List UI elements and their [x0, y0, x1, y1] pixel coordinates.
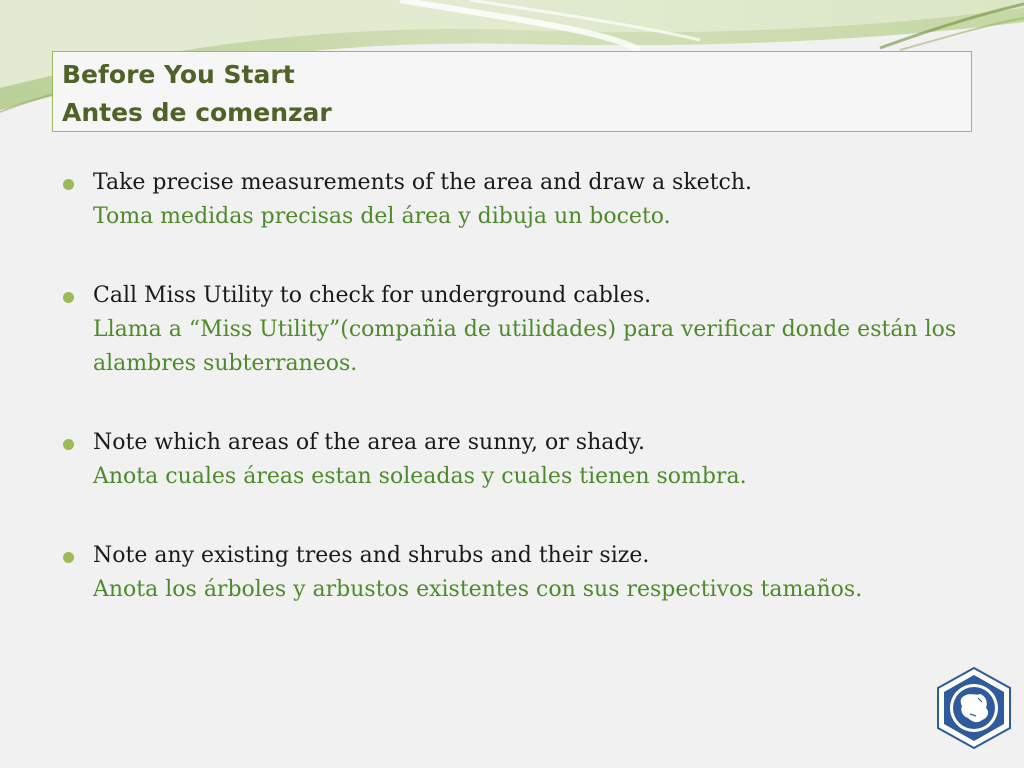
- bullet-text-spanish: Anota cuales áreas estan soleadas y cuales tienen sombra.: [93, 464, 747, 489]
- bullet-text-spanish: Llama a “Miss Utility”(compañia de utilidades) para verificar donde están los alambres subterraneos.: [93, 317, 957, 376]
- bullet-item: [60, 166, 960, 234]
- hexagon-seal-logo-icon: [934, 666, 1014, 750]
- bullet-dot-icon: [63, 292, 74, 303]
- bullet-list: [60, 166, 960, 607]
- slide-title-english: Before You Start: [62, 60, 295, 89]
- bullet-dot-icon: [63, 552, 74, 563]
- bullet-text-spanish: Anota los árboles y arbustos existentes con sus respectivos tamaños.: [93, 577, 863, 602]
- slide-title-spanish: Antes de comenzar: [62, 98, 332, 127]
- bullet-item: [60, 279, 960, 381]
- bullet-item: [60, 426, 960, 494]
- bullet-text-english: Take precise measurements of the area and draw a sketch.: [93, 170, 753, 195]
- bullet-text-spanish: Toma medidas precisas del área y dibuja un boceto.: [93, 204, 671, 229]
- bullet-item: [60, 539, 960, 607]
- bullet-dot-icon: [63, 179, 74, 190]
- bullet-text-english: Note which areas of the area are sunny, or shady.: [93, 430, 645, 455]
- bullet-text-english: Note any existing trees and shrubs and their size.: [93, 543, 650, 568]
- bullet-text-english: Call Miss Utility to check for underground cables.: [93, 283, 652, 308]
- bullet-dot-icon: [63, 439, 74, 450]
- slide-title-box: [52, 51, 972, 132]
